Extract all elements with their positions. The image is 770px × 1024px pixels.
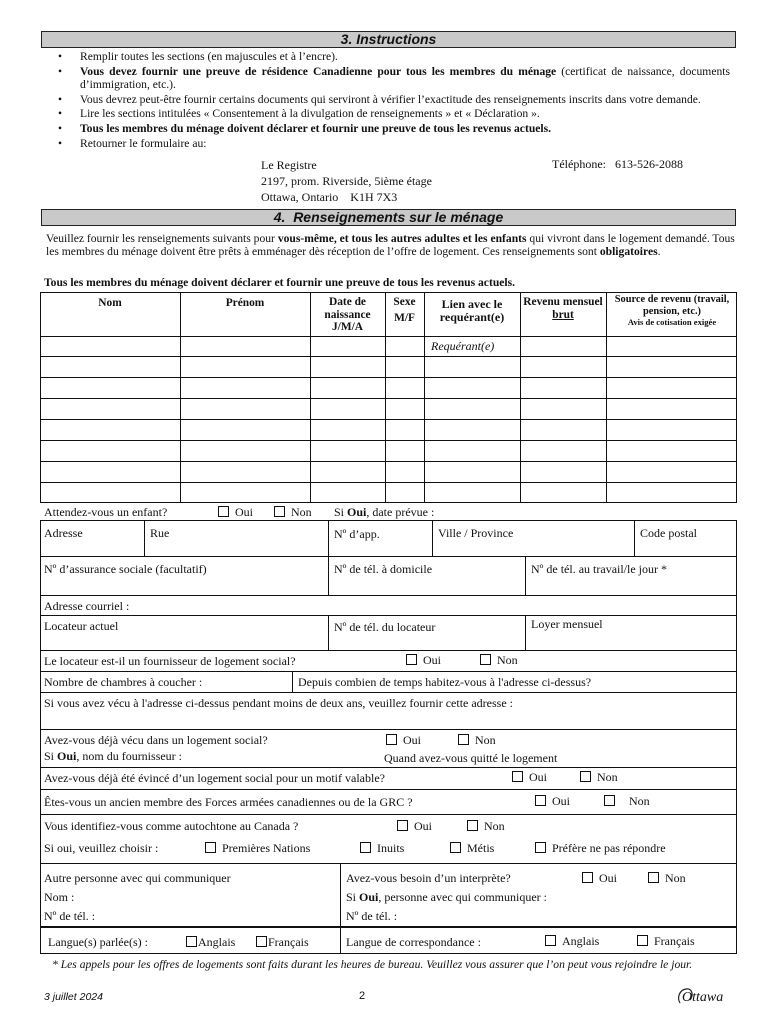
code-postal-field[interactable]: Code postal (640, 526, 697, 540)
checkbox[interactable] (450, 842, 461, 853)
choisir-label: Si oui, veuillez choisir : (44, 841, 159, 855)
autre-nom-field[interactable]: Nom : (44, 890, 75, 904)
income-note: Tous les membres du ménage doivent déclarer et fournir une preuve de tous les revenus actuels. (44, 276, 516, 289)
enfant-non[interactable]: Non (274, 506, 312, 519)
tel-travail-field[interactable]: Nº de tél. au travail/le jour * (531, 562, 668, 576)
premieres-nations-option[interactable]: Premières Nations (205, 842, 310, 855)
checkbox[interactable] (218, 506, 229, 517)
instruction-item: • Lire les sections intitulées « Consentement à la divulgation de renseignements » et « Déclaration ». (58, 107, 730, 120)
instruction-item: • Vous devrez peut-être fournir certains documents qui serviront à vérifier l’exactitude des renseignements inscrits dans votre demande. (58, 93, 730, 106)
logement-social-non[interactable]: Non (458, 734, 496, 747)
applicant-info-grid (40, 520, 737, 927)
metis-option[interactable]: Métis (450, 842, 494, 855)
corr-anglais[interactable]: Anglais (545, 935, 599, 948)
logement-social-question: Avez-vous déjà vécu dans un logement social? (44, 733, 268, 747)
evince-oui[interactable]: Oui (512, 771, 547, 784)
tel-locateur-field[interactable]: Nº de tél. du locateur (334, 620, 436, 634)
instruction-item: • Tous les membres du ménage doivent déclarer et fournir une preuve de tous les revenus actuels. (58, 122, 730, 135)
section-3-header (41, 31, 736, 48)
section-4-header (41, 209, 736, 226)
langue-francais[interactable]: Français (256, 936, 309, 949)
checkbox[interactable] (582, 872, 593, 883)
depuis-field[interactable]: Depuis combien de temps habitez-vous à l'adresse ci-dessus? (298, 675, 592, 689)
rue-field[interactable]: Rue (150, 526, 170, 540)
instructions-list (58, 50, 730, 151)
fournisseur-oui[interactable]: Oui (406, 654, 441, 667)
interprete-non[interactable]: Non (648, 872, 686, 885)
col-lien: Lien avec le requérant(e) (439, 297, 505, 324)
evince-non[interactable]: Non (580, 771, 618, 784)
checkbox[interactable] (545, 935, 556, 946)
nom-fournisseur-field[interactable]: Si Oui, nom du fournisseur : (44, 749, 183, 763)
ottawa-logo: Ottawa (676, 986, 738, 1010)
checkbox[interactable] (467, 820, 478, 831)
checkbox[interactable] (637, 935, 648, 946)
ville-field[interactable]: Ville / Province (438, 526, 514, 540)
forces-oui[interactable]: Oui (535, 795, 570, 808)
instruction-item: • Vous devez fournir une preuve de résidence Canadienne pour tous les membres du ménage (certificat de naissance, documents d’immigration, etc.). (58, 65, 730, 91)
checkbox[interactable] (580, 771, 591, 782)
evince-question: Avez-vous déjà été évincé d’un logement social pour un motif valable? (44, 771, 385, 785)
checkbox[interactable] (535, 842, 546, 853)
col-sexe: Sexe M/F (393, 296, 416, 324)
fournisseur-non[interactable]: Non (480, 654, 518, 667)
langue-corr-label: Langue de correspondance : (346, 935, 481, 949)
section-4-title: 4. Renseignements sur le ménage (273, 209, 504, 225)
nas-field[interactable]: Nº d’assurance sociale (facultatif) (44, 562, 207, 576)
tel-domicile-field[interactable]: Nº de tél. à domicile (334, 562, 433, 576)
instruction-item-return: • Retourner le formulaire au: (58, 137, 730, 150)
instruction-item: • Remplir toutes les sections (en majuscules et à l’encre). (58, 50, 730, 63)
logement-social-oui[interactable]: Oui (386, 734, 421, 747)
checkbox[interactable] (386, 734, 397, 745)
autre-tel-field[interactable]: Nº de tél. : (44, 909, 96, 923)
phone-block: Téléphone: 613-526-2088 (552, 157, 683, 171)
prefere-option[interactable]: Préfère ne pas répondre (535, 842, 666, 855)
footer-date: 3 juillet 2024 (44, 991, 103, 1003)
checkbox[interactable] (186, 936, 197, 947)
interprete-question: Avez-vous besoin d’un interprète? (346, 871, 511, 885)
quand-quitte-field[interactable]: Quand avez-vous quitté le logement (384, 751, 558, 765)
checkbox[interactable] (604, 795, 615, 806)
phone-number: 613-526-2088 (614, 157, 683, 171)
enfant-question: Attendez-vous un enfant? (44, 505, 168, 519)
langues-label: Langue(s) parlée(s) : (48, 935, 148, 949)
loyer-field[interactable]: Loyer mensuel (531, 617, 603, 631)
col-source: Source de revenu (travail, pension, etc.) Avis de cotisation exigée (614, 294, 730, 327)
fournisseur-question: Le locateur est-il un fournisseur de logement social? (44, 654, 296, 668)
interprete-oui[interactable]: Oui (582, 872, 617, 885)
interprete-tel-field[interactable]: Nº de tél. : (346, 909, 398, 923)
langue-anglais[interactable]: Anglais (186, 936, 235, 949)
checkbox[interactable] (458, 734, 469, 745)
app-field[interactable]: Nº d’app. (334, 527, 380, 541)
checkbox[interactable] (648, 872, 659, 883)
footer-note: * Les appels pour les offres de logements sont faits durant les heures de bureau. Veuillez vous assurer que l’on peut vous rejoindre le jour. (52, 958, 693, 971)
autochtone-non[interactable]: Non (467, 820, 505, 833)
forces-non[interactable]: Non (604, 795, 650, 808)
autre-personne-label: Autre personne avec qui communiquer (44, 871, 231, 885)
page-number: 2 (359, 990, 366, 1002)
col-revenu: Revenu mensuel brut (523, 296, 603, 321)
checkbox[interactable] (535, 795, 546, 806)
autochtone-question: Vous identifiez-vous comme autochtone au Canada ? (44, 819, 299, 833)
checkbox[interactable] (360, 842, 371, 853)
return-address: Le Registre 2197, prom. Riverside, 5ième étage Ottawa, Ontario K1H 7X3 (261, 158, 432, 204)
checkbox[interactable] (397, 820, 408, 831)
section-3-title: 3. Instructions (340, 31, 437, 47)
checkbox[interactable] (205, 842, 216, 853)
courriel-field[interactable]: Adresse courriel : (44, 599, 130, 613)
requerant-label: Requérant(e) (431, 339, 495, 353)
checkbox[interactable] (274, 506, 285, 517)
chambres-field[interactable]: Nombre de chambres à coucher : (44, 675, 203, 689)
ancienne-adresse-field[interactable]: Si vous avez vécu à l'adresse ci-dessus pendant moins de deux ans, veuillez fournir cette adresse : (44, 696, 514, 710)
autochtone-oui[interactable]: Oui (397, 820, 432, 833)
col-nom: Nom (98, 297, 122, 309)
corr-francais[interactable]: Français (637, 935, 695, 948)
checkbox[interactable] (512, 771, 523, 782)
inuits-option[interactable]: Inuits (360, 842, 404, 855)
checkbox[interactable] (480, 654, 491, 665)
personne-comm-field[interactable]: Si Oui, personne avec qui communiquer : (346, 890, 547, 904)
forces-question: Êtes-vous un ancien membre des Forces armées canadiennes ou de la GRC ? (44, 795, 413, 809)
date-prevue[interactable]: Si Oui, date prévue : (334, 505, 435, 519)
col-prenom: Prénom (225, 297, 265, 309)
locateur-field[interactable]: Locateur actuel (44, 619, 119, 633)
checkbox[interactable] (256, 936, 267, 947)
enfant-oui[interactable]: Oui (218, 506, 253, 519)
col-date-naissance: Date de naissance J/M/A (324, 296, 371, 334)
household-intro: Veuillez fournir les renseignements suivants pour vous-même, et tous les autres adultes et les enfants qui vivront dans le logement demandé. Tous les membres du ménage doivent être prêts à emménager dès réception de l’offre de logement. Ces renseignements sont obligatoires. (46, 232, 735, 258)
checkbox[interactable] (406, 654, 417, 665)
adresse-label: Adresse (44, 526, 83, 540)
